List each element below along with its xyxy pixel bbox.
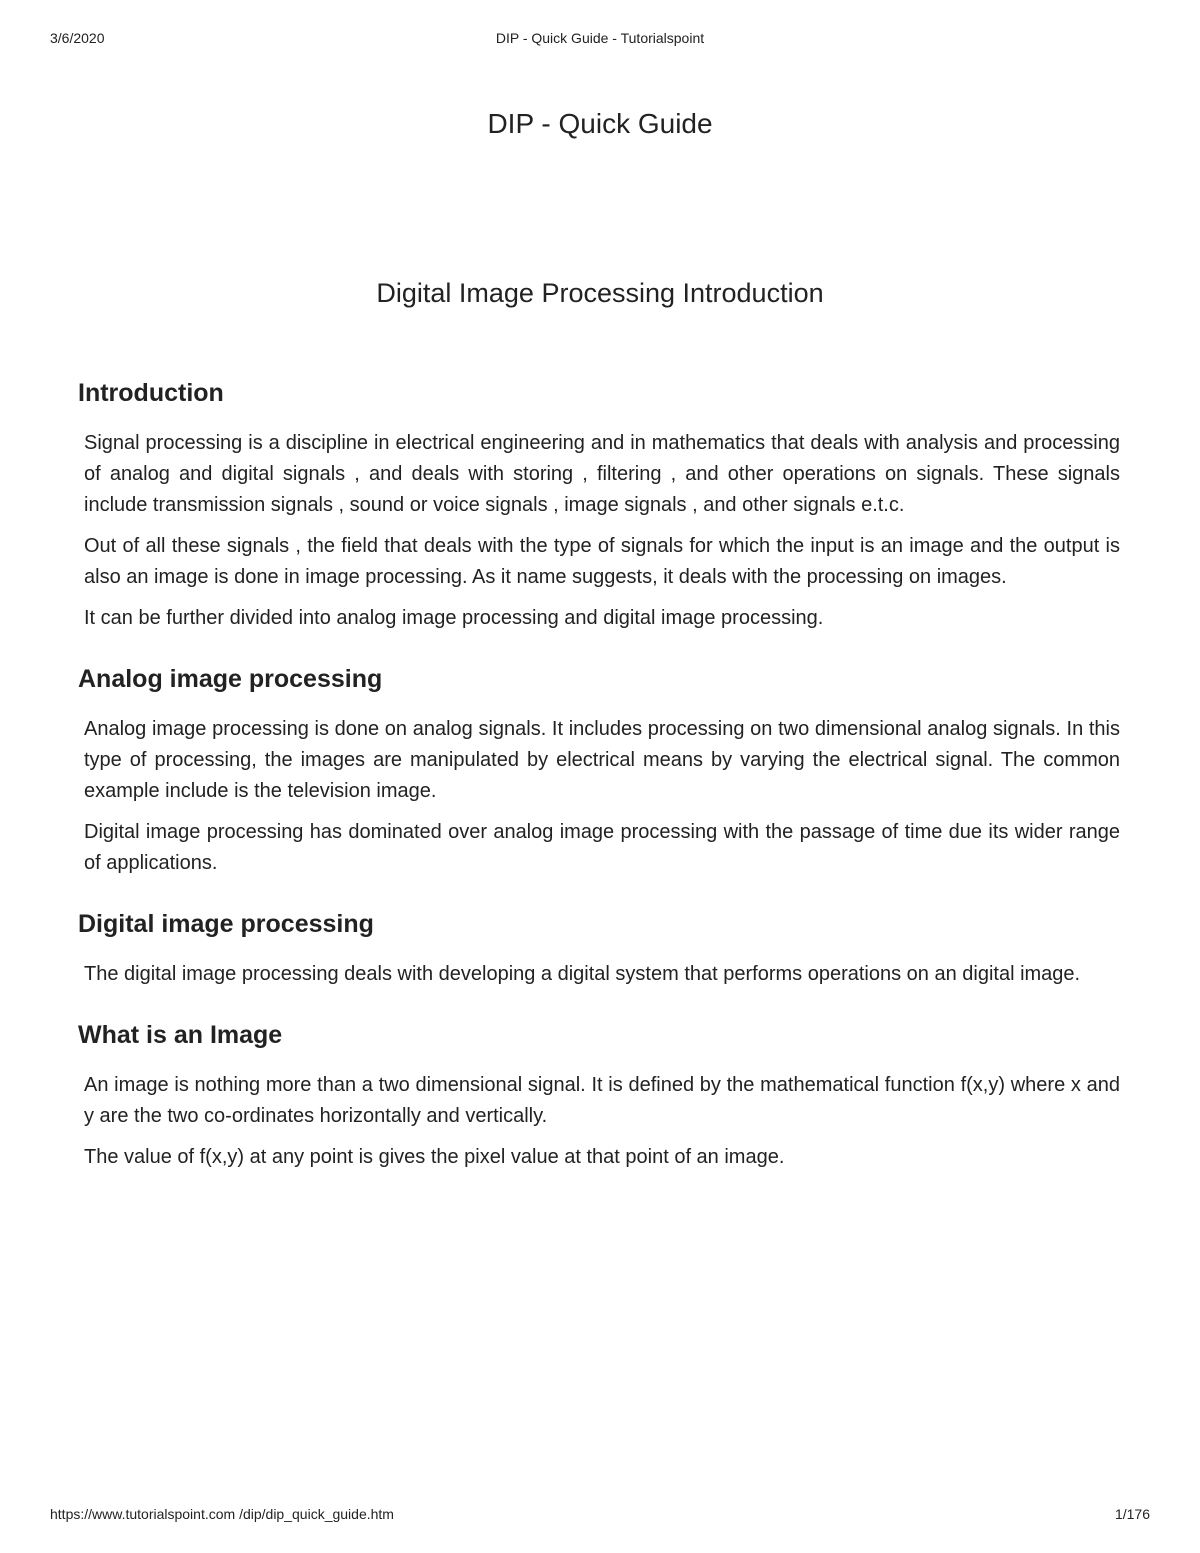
print-footer — [50, 1506, 1150, 1526]
section-heading: Analog image processing — [78, 665, 383, 693]
section-analog-image-processing — [78, 662, 1120, 879]
print-date: 3/6/2020 — [50, 30, 105, 46]
section-introduction — [78, 376, 1120, 634]
paragraph: Digital image processing has dominated over analog image processing with the passage of time due its wider range of applications. — [84, 821, 1120, 874]
paragraph: Out of all these signals , the field that deals with the type of signals for which the input is an image and the output is also an image is done in image processing. As it name suggests, it deals with the processing on images. — [84, 535, 1120, 588]
paragraph: The digital image processing deals with developing a digital system that performs operations on an digital image. — [84, 963, 1081, 985]
print-page-title: DIP - Quick Guide - Tutorialspoint — [495, 30, 705, 46]
chapter-title: Digital Image Processing Introduction — [376, 278, 824, 308]
section-what-is-an-image — [78, 1018, 1120, 1173]
paragraph: Analog image processing is done on analog signals. It includes processing on two dimensional analog signals. In this type of processing, the images are manipulated by electrical means by varying the electrical signal. The common example include is the television image. — [84, 718, 1120, 802]
paragraph: It can be further divided into analog image processing and digital image processing. — [84, 607, 824, 629]
paragraph: An image is nothing more than a two dimensional signal. It is defined by the mathematical function f(x,y) where x and y are the two co-ordinates horizontally and vertically. — [84, 1074, 1120, 1127]
page-number: 1/176 — [1114, 1506, 1150, 1522]
paragraph: The value of f(x,y) at any point is gives the pixel value at that point of an image. — [84, 1146, 785, 1168]
section-heading: Digital image processing — [78, 910, 374, 938]
section-digital-image-processing — [78, 907, 1120, 990]
main-content — [78, 376, 1120, 1201]
print-header — [50, 30, 1150, 50]
section-heading: Introduction — [78, 379, 224, 407]
print-url: https://www.tutorialspoint.com /dip/dip_quick_guide.htm — [50, 1506, 394, 1522]
section-heading: What is an Image — [78, 1021, 283, 1049]
document-title: DIP - Quick Guide — [487, 108, 713, 139]
paragraph: Signal processing is a discipline in electrical engineering and in mathematics that deals with analysis and processing of analog and digital signals , and deals with storing , filtering , and other operations on signals. These signals include transmission signals , sound or voice signals , image signals , and other signals e.t.c. — [84, 432, 1120, 516]
